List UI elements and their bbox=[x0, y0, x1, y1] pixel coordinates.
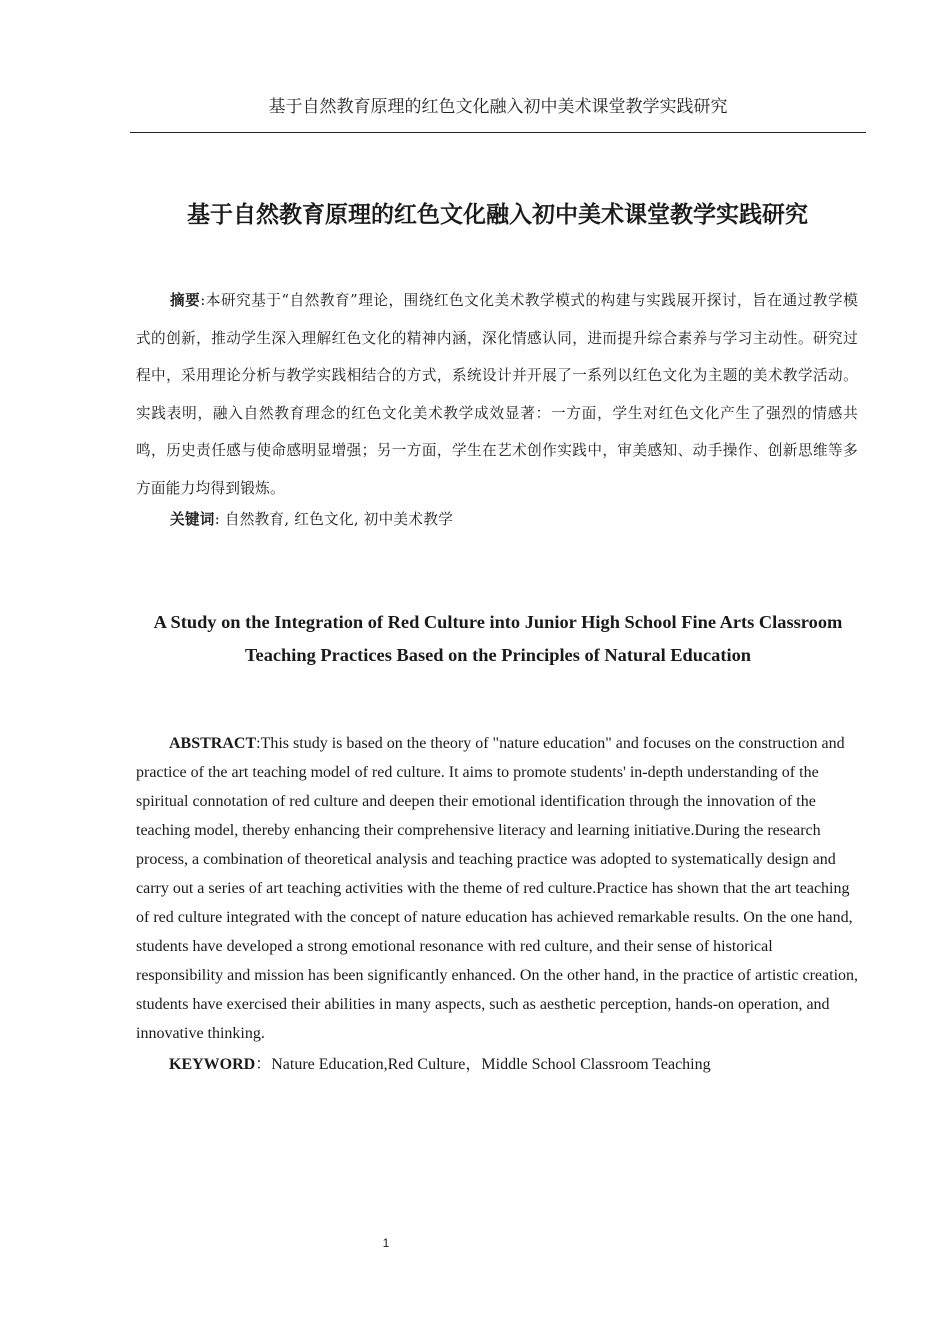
chinese-title: 基于自然教育原理的红色文化融入初中美术课堂教学实践研究 bbox=[187, 202, 808, 228]
english-abstract bbox=[136, 729, 858, 1048]
english-title bbox=[130, 606, 866, 672]
english-keywords-label: KEYWORD bbox=[169, 1056, 256, 1073]
chinese-keywords-separator: : bbox=[214, 511, 225, 528]
english-abstract-text: :This study is based on the theory of "nature education" and focuses on the construction and practice of the art teaching model of red culture. It aims to promote students' in-depth understanding of the spiritual connotation of red culture and deepen their emotional identification through the innovation of the teaching model, thereby enhancing their comprehensive literacy and learning initiative.During the research process, a combination of theoretical analysis and teaching practice was adopted to systematically design and carry out a series of art teaching activities with the theme of red culture.Practice has shown that the art teaching of red culture integrated with the concept of nature education has achieved remarkable results. On the one hand, students have developed a strong emotional resonance with red culture, and their sense of historical responsibility and mission has been significantly enhanced. On the other hand, in the practice of artistic creation, students have exercised their abilities in many aspects, such as aesthetic perception, hands-on operation, and innovative thinking. bbox=[136, 735, 859, 1042]
english-title-line-1: A Study on the Integration of Red Culture into Junior High School Fine Arts Classroom bbox=[153, 612, 843, 632]
running-header: 基于自然教育原理的红色文化融入初中美术课堂教学实践研究 bbox=[268, 97, 728, 117]
chinese-keywords bbox=[170, 507, 860, 533]
chinese-abstract-separator: : bbox=[200, 292, 206, 309]
english-keywords-text: ：Nature Education,Red Culture，Middle School Classroom Teaching bbox=[255, 1056, 711, 1073]
header-divider bbox=[130, 132, 866, 133]
english-keywords bbox=[169, 1052, 859, 1078]
chinese-keywords-text: 自然教育, 红色文化, 初中美术教学 bbox=[224, 511, 454, 528]
english-title-line-2: Teaching Practices Based on the Principles of Natural Education bbox=[244, 645, 752, 665]
chinese-keywords-label: 关键词 bbox=[170, 511, 215, 528]
english-abstract-label: ABSTRACT bbox=[169, 735, 257, 752]
page-number: 1 bbox=[382, 1236, 390, 1250]
chinese-abstract bbox=[136, 282, 858, 507]
chinese-abstract-label: 摘要 bbox=[170, 292, 201, 309]
chinese-abstract-text: 本研究基于“自然教育”理论，围绕红色文化美术教学模式的构建与实践展开探讨，旨在通过教学模式的创新，推动学生深入理解红色文化的精神内涵，深化情感认同，进而提升综合素养与学习主动性。研究过程中，采用理论分析与教学实践相结合的方式，系统设计并开展了一系列以红色文化为主题的美术教学活动。实践表明，融入自然教育理念的红色文化美术教学成效显著：一方面，学生对红色文化产生了强烈的情感共鸣，历史责任感与使命感明显增强；另一方面，学生在艺术创作实践中，审美感知、动手操作、创新思维等多方面能力均得到锻炼。 bbox=[136, 292, 858, 497]
